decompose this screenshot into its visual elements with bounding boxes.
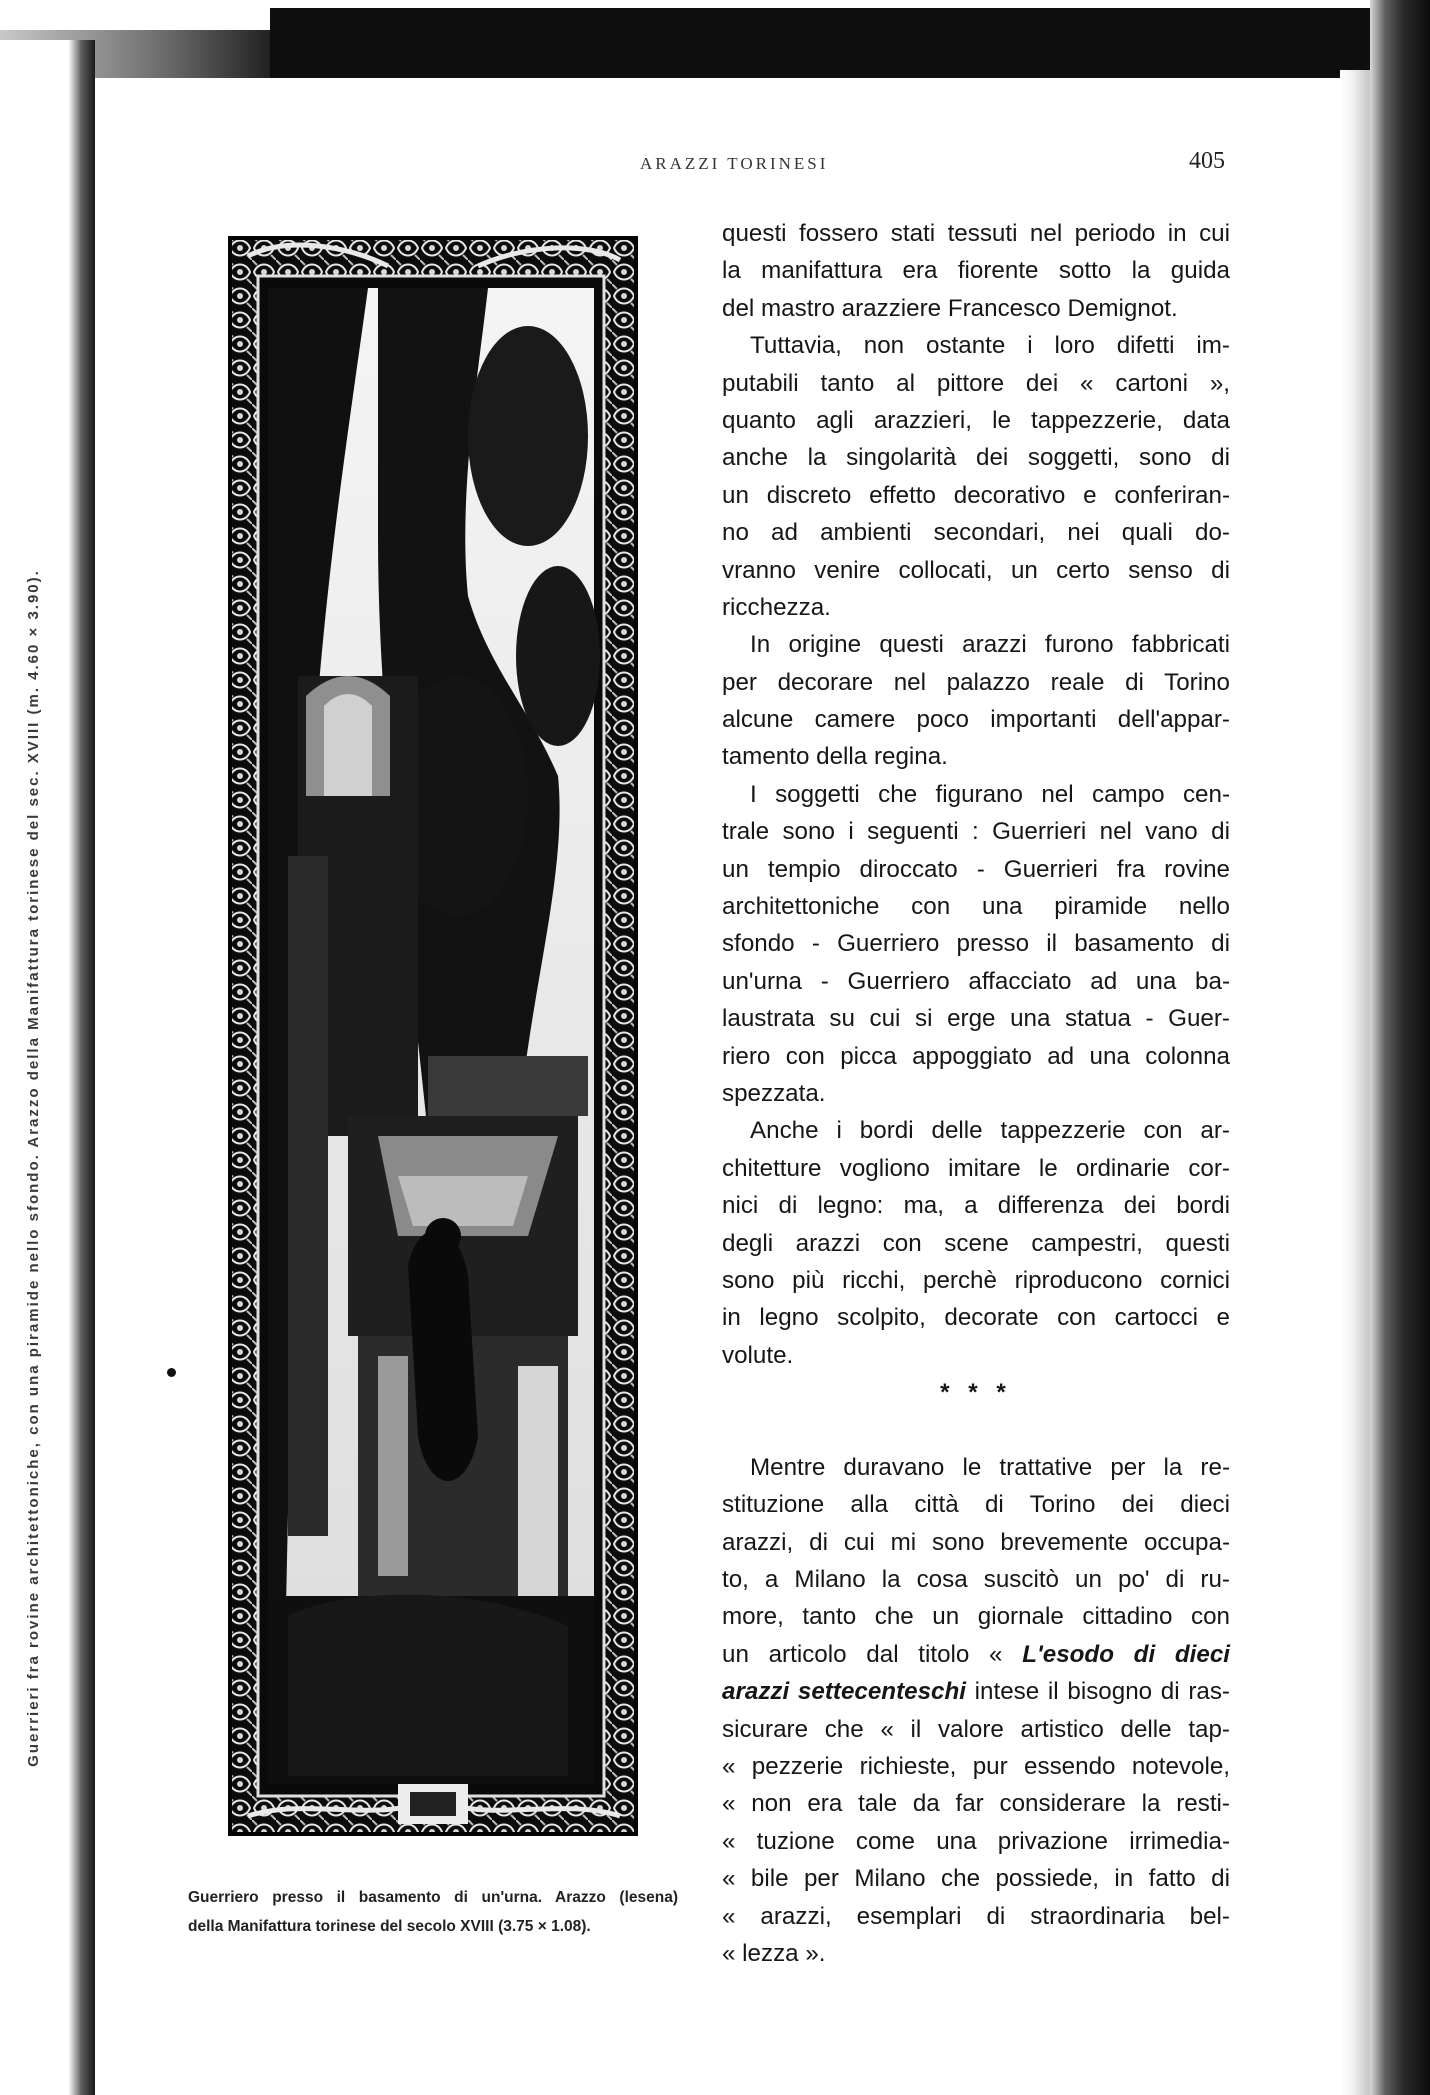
body-line: un discreto effetto decorativo e conferiran- bbox=[722, 481, 1230, 509]
body-line: vranno venire collocati, un certo senso di bbox=[722, 556, 1230, 584]
tapestry-illustration bbox=[228, 236, 638, 1836]
body-line: Anche i bordi delle tappezzerie con ar- bbox=[750, 1117, 1230, 1145]
body-line: to, a Milano la cosa suscitò un po' di ru- bbox=[722, 1566, 1230, 1594]
page-number: 405 bbox=[1189, 148, 1225, 174]
body-line: spezzata. bbox=[722, 1079, 826, 1107]
body-line: laustrata su cui si erge una statua - Guer- bbox=[722, 1005, 1230, 1033]
body-line: In origine questi arazzi furono fabbricati bbox=[750, 631, 1230, 659]
rotated-figure-caption: Guerrieri fra rovine architettoniche, con una piramide nello sfondo. Arazzo della Manifattura torinese del sec. XVIII (m. 4.60 × 3.90). bbox=[25, 569, 42, 1767]
body-line: alcune camere poco importanti dell'appar- bbox=[722, 706, 1230, 734]
body-line: arazzi, di cui mi sono brevemente occupa- bbox=[722, 1528, 1230, 1556]
tapestry-plate bbox=[228, 236, 638, 1836]
body-line: « arazzi, esemplari di straordinaria bel- bbox=[722, 1902, 1230, 1930]
body-line: « tuzione come una privazione irrimedia- bbox=[722, 1827, 1230, 1855]
body-line: anche la singolarità dei soggetti, sono di bbox=[722, 444, 1230, 472]
body-line: architettoniche con una piramide nello bbox=[722, 893, 1230, 921]
body-line: la manifattura era fiorente sotto la guida bbox=[722, 257, 1230, 285]
body-line: degli arazzi con scene campestri, questi bbox=[722, 1229, 1230, 1257]
body-line: « bile per Milano che possiede, in fatto di bbox=[722, 1865, 1230, 1893]
body-line: stituzione alla città di Torino dei dieci bbox=[722, 1491, 1230, 1519]
body-line: * * * bbox=[940, 1379, 1012, 1407]
body-line: tamento della regina. bbox=[722, 743, 948, 771]
body-line: quanto agli arazzieri, le tappezzerie, data bbox=[722, 406, 1230, 434]
body-line: riero con picca appoggiato ad una colonna bbox=[722, 1042, 1230, 1070]
plate-caption-line-1: Guerriero presso il basamento di un'urna. Arazzo (lesena) bbox=[188, 1889, 678, 1906]
body-line: I soggetti che figurano nel campo cen- bbox=[750, 780, 1230, 808]
plate-caption-line-2: della Manifattura torinese del secolo XVIII (3.75 × 1.08). bbox=[188, 1918, 591, 1935]
body-line: chitetture vogliono imitare le ordinarie cor- bbox=[722, 1154, 1230, 1182]
body-text bbox=[722, 215, 1230, 1972]
body-line: trale sono i seguenti : Guerrieri nel vano di bbox=[722, 818, 1230, 846]
body-line: un tempio diroccato - Guerrieri fra rovine bbox=[722, 855, 1230, 883]
body-line: no ad ambienti secondari, nei quali do- bbox=[722, 519, 1230, 547]
scan-right-edge bbox=[1370, 0, 1430, 2095]
body-line: in legno scolpito, decorate con cartocci e bbox=[722, 1304, 1230, 1332]
body-line: sono più ricchi, perchè riproducono cornici bbox=[722, 1266, 1230, 1294]
body-line: ricchezza. bbox=[722, 593, 831, 621]
body-line: questi fossero stati tessuti nel periodo in cui bbox=[722, 220, 1230, 247]
body-line: Mentre duravano le trattative per la re- bbox=[750, 1453, 1230, 1481]
body-line: volute. bbox=[722, 1341, 794, 1369]
body-line: « lezza ». bbox=[722, 1939, 826, 1967]
body-line: un'urna - Guerriero affacciato ad una ba- bbox=[722, 967, 1230, 995]
body-line: putabili tanto al pittore dei « cartoni », bbox=[722, 369, 1230, 397]
body-line: « non era tale da far considerare la resti- bbox=[722, 1790, 1230, 1818]
scan-right-page-curl bbox=[1340, 70, 1372, 2095]
body-line: Tuttavia, non ostante i loro difetti im- bbox=[750, 332, 1230, 360]
running-title: ARAZZI TORINESI bbox=[640, 154, 829, 173]
body-line: « pezzerie richieste, pur essendo notevole, bbox=[722, 1753, 1230, 1781]
body-line: nici di legno: ma, a differenza dei bordi bbox=[722, 1192, 1230, 1220]
body-line: arazzi settecenteschi intese il bisogno di ras- bbox=[722, 1678, 1230, 1706]
body-line bbox=[722, 1412, 1230, 1449]
body-line: sfondo - Guerriero presso il basamento di bbox=[722, 930, 1230, 958]
body-line: per decorare nel palazzo reale di Torino bbox=[722, 668, 1230, 696]
body-line: more, tanto che un giornale cittadino con bbox=[722, 1603, 1230, 1631]
body-line: del mastro arazziere Francesco Demignot. bbox=[722, 294, 1178, 322]
margin-dot bbox=[167, 1368, 176, 1377]
body-line: un articolo dal titolo « L'esodo di dieci bbox=[722, 1640, 1230, 1668]
body-line: sicurare che « il valore artistico delle tap- bbox=[722, 1715, 1230, 1743]
plate-caption bbox=[188, 1883, 678, 1941]
